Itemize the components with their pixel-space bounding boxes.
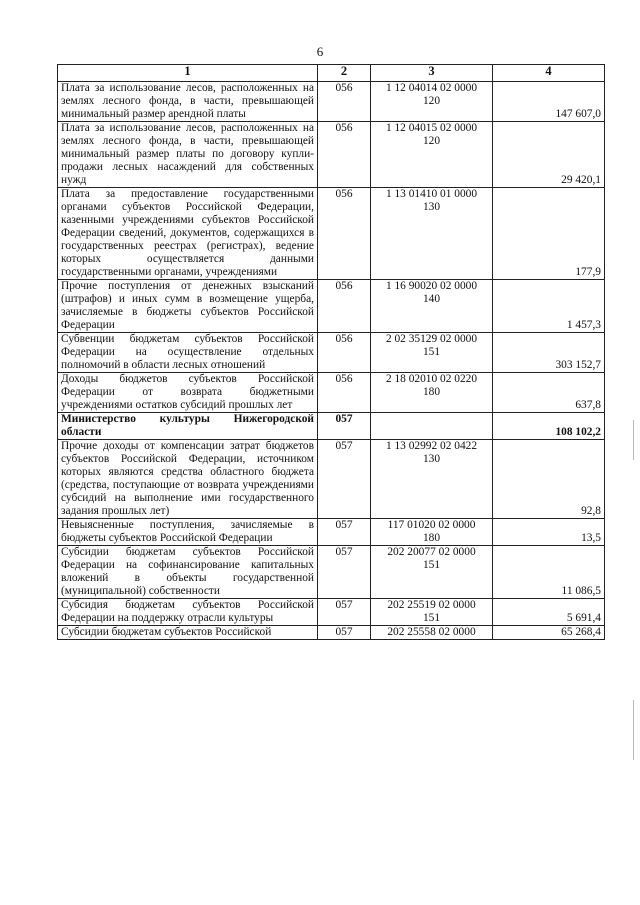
code-line: 180 <box>422 386 441 398</box>
budget-classification-code <box>371 440 493 519</box>
code-line: 151 <box>422 612 441 624</box>
amount: 92,8 <box>493 440 605 519</box>
column-header-3: 3 <box>371 65 493 82</box>
administrator-code: 056 <box>318 373 371 413</box>
table-row <box>58 122 605 188</box>
administrator-code: 056 <box>318 122 371 188</box>
table-row <box>58 599 605 626</box>
code-line: 1 12 04015 02 0000 <box>385 122 478 134</box>
table-row <box>58 82 605 122</box>
budget-classification-code <box>371 122 493 188</box>
code-line: 1 12 04014 02 0000 <box>385 82 478 94</box>
scan-edge-mark <box>633 700 634 760</box>
budget-classification-code <box>371 280 493 333</box>
code-line: 2 18 02010 02 0220 <box>385 373 478 385</box>
amount: 177,9 <box>493 188 605 280</box>
revenue-name: Плата за использование лесов, расположенных на землях лесного фонда, в части, превышающей минимальный размер арендной платы <box>58 82 318 122</box>
administrator-code: 056 <box>318 280 371 333</box>
code-line: 130 <box>422 201 441 213</box>
table-row <box>58 626 605 640</box>
amount: 13,5 <box>493 519 605 546</box>
revenue-name: Субвенции бюджетам субъектов Российской Федерации на осуществление отдельных полномочий в области лесных отношений <box>58 333 318 373</box>
revenue-name: Министерство культуры Нижегородской области <box>58 413 318 440</box>
administrator-code: 057 <box>318 626 371 640</box>
amount: 303 152,7 <box>493 333 605 373</box>
table-row <box>58 188 605 280</box>
column-header-4: 4 <box>493 65 605 82</box>
revenue-name: Субсидия бюджетам субъектов Российской Федерации на поддержку отрасли культуры <box>58 599 318 626</box>
code-line: 2 02 35129 02 0000 <box>385 333 478 345</box>
budget-classification-code <box>371 82 493 122</box>
table-row <box>58 440 605 519</box>
revenue-name: Доходы бюджетов субъектов Российской Федерации от возврата бюджетными учреждениями остатков субсидий прошлых лет <box>58 373 318 413</box>
code-line: 202 25558 02 0000 <box>387 626 476 638</box>
revenue-name: Прочие поступления от денежных взысканий (штрафов) и иных сумм в возмещение ущерба, зачисляемые в бюджеты субъектов Российской Федерации <box>58 280 318 333</box>
revenue-name: Невыясненные поступления, зачисляемые в бюджеты субъектов Российской Федерации <box>58 519 318 546</box>
code-line: 130 <box>422 453 441 465</box>
amount: 637,8 <box>493 373 605 413</box>
table-row <box>58 546 605 599</box>
amount: 65 268,4 <box>493 626 605 640</box>
code-line: 140 <box>422 293 441 305</box>
code-line: 120 <box>422 95 441 107</box>
scan-edge-mark <box>633 420 634 460</box>
table-row <box>58 333 605 373</box>
amount: 1 457,3 <box>493 280 605 333</box>
table-row <box>58 519 605 546</box>
code-line: 1 16 90020 02 0000 <box>385 280 478 292</box>
budget-classification-code <box>371 373 493 413</box>
administrator-code: 057 <box>318 546 371 599</box>
code-line: 202 20077 02 0000 <box>387 546 476 558</box>
amount: 108 102,2 <box>493 413 605 440</box>
administrator-code: 057 <box>318 413 371 440</box>
budget-classification-code <box>371 413 493 440</box>
amount: 29 420,1 <box>493 122 605 188</box>
revenue-name: Субсидии бюджетам субъектов Российской <box>58 626 318 640</box>
revenue-name: Плата за предоставление государственными органами субъектов Российской Федерации, казенными учреждениями субъектов Российской Федерации сведений, документов, содержащихся в государственных реестрах (регистрах), ведение которых осуществляется данными государственными органами, учреждениями <box>58 188 318 280</box>
revenue-name: Плата за использование лесов, расположенных на землях лесного фонда, в части, превышающей минимальный размер платы по договору купли-продажи лесных насаждений для собственных нужд <box>58 122 318 188</box>
administrator-code: 056 <box>318 188 371 280</box>
code-line: 1 13 02992 02 0422 <box>385 440 478 452</box>
code-line: 1 13 01410 01 0000 <box>385 188 478 200</box>
table-body <box>58 82 605 640</box>
table-row <box>58 373 605 413</box>
administrator-code: 057 <box>318 599 371 626</box>
code-line: 180 <box>422 532 441 544</box>
page-number: 6 <box>316 44 324 59</box>
column-header-2: 2 <box>318 65 371 82</box>
section-row-ministry-of-culture <box>58 413 605 440</box>
administrator-code: 057 <box>318 440 371 519</box>
code-line: 120 <box>422 135 441 147</box>
revenue-table <box>57 64 605 640</box>
code-line: 151 <box>422 346 441 358</box>
budget-classification-code <box>371 333 493 373</box>
column-header-1: 1 <box>58 65 318 82</box>
code-line: 202 25519 02 0000 <box>387 599 476 611</box>
code-line: 117 01020 02 0000 <box>387 519 476 531</box>
amount: 147 607,0 <box>493 82 605 122</box>
revenue-name: Субсидии бюджетам субъектов Российской Федерации на софинансирование капитальных вложений в объекты государственной (муниципальной) собственности <box>58 546 318 599</box>
budget-classification-code <box>371 599 493 626</box>
budget-classification-code <box>371 626 493 640</box>
budget-classification-code <box>371 519 493 546</box>
amount: 5 691,4 <box>493 599 605 626</box>
table-header-row <box>58 65 605 82</box>
administrator-code: 056 <box>318 333 371 373</box>
revenue-name: Прочие доходы от компенсации затрат бюджетов субъектов Российской Федерации, источником которых являются средства областного бюджета (средства, поступающие от возврата учреждениями субсидий на выполнение ими государственного задания прошлых лет) <box>58 440 318 519</box>
code-line: 151 <box>422 559 441 571</box>
budget-classification-code <box>371 188 493 280</box>
administrator-code: 057 <box>318 519 371 546</box>
table-row <box>58 280 605 333</box>
budget-classification-code <box>371 546 493 599</box>
amount: 11 086,5 <box>493 546 605 599</box>
administrator-code: 056 <box>318 82 371 122</box>
